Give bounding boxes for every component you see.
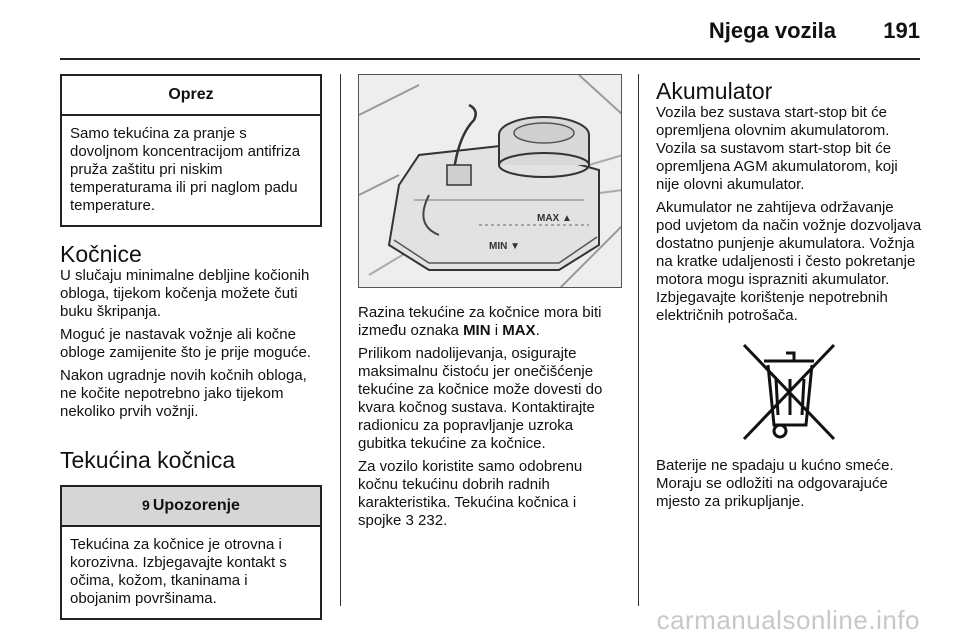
warning-text: Tekućina za kočnice je otrovna i korozivna. Izbjegavajte kontakt s očima, kožom, tkaninama i obojanim površinama.	[70, 536, 287, 607]
section-title: Njega vozila	[708, 18, 836, 43]
approved-fluid-paragraph: Za vozilo koristite samo odobrenu kočnu tekućinu dobrih radnih karakteristika. Tekućina kočnica i spojke 3 232.	[358, 458, 583, 529]
battery-paragraph: Izbjegavajte korištenje nepotrebnih električnih potrošača.	[656, 289, 888, 324]
battery-heading: Akumulator	[656, 78, 773, 104]
page-reference[interactable]: 232.	[413, 512, 448, 529]
caution-box	[60, 74, 322, 227]
min-label: MIN	[463, 322, 491, 339]
column-divider	[340, 74, 341, 606]
battery-paragraph: Akumulator ne zahtijeva održavanje pod uvjetom da način vožnje dozvoljava dostatno punjenje akumulatora. Vožnja na kratke udaljenosti i često pokretanje motora mogu isprazniti akumulator.	[656, 199, 922, 288]
page-header	[60, 14, 920, 46]
column-divider	[638, 74, 639, 606]
brake-fluid-reservoir-image	[358, 74, 622, 288]
header-divider	[60, 58, 920, 60]
fluid-level-paragraph: Razina tekućine za kočnice mora biti između oznaka MIN i MAX.	[358, 304, 602, 339]
caution-heading: Oprez	[62, 76, 320, 116]
warning-heading: Upozorenje	[152, 497, 240, 514]
topping-up-paragraph: Prilikom nadolijevanja, osigurajte maksimalnu čistoću jer onečišćenje tekućine za kočnice može dovesti do kvara kočnog sustava. Kontaktirajte radionicu za popravljanje uzroka gubitka tekućine za kočnice.	[358, 345, 603, 452]
brake-fluid-heading: Tekućina kočnica	[60, 447, 236, 473]
column-middle	[358, 74, 622, 535]
page-reference-icon: 3	[405, 512, 414, 529]
watermark: carmanualsonline.info	[656, 605, 920, 635]
warning-box	[60, 485, 322, 620]
column-right	[656, 74, 922, 516]
warning-triangle-icon: 9	[142, 497, 150, 513]
brakes-paragraph: Moguć je nastavak vožnje ali kočne obloge zamijenite što je prije moguće.	[60, 326, 311, 361]
brakes-heading: Kočnice	[60, 241, 142, 267]
warning-header	[62, 487, 320, 527]
caution-text: Samo tekućina za pranje s dovoljnom koncentracijom antifriza pruža zaštitu pri niskim temperaturama ili pri naglom padu temperature.	[70, 125, 301, 214]
column-left	[60, 74, 322, 620]
min-mark-label: MIN ▼	[489, 241, 521, 252]
brakes-paragraph: Nakon ugradnje novih kočnih obloga, ne kočite nepotrebno jako tijekom nekoliko prvih vožnji.	[60, 367, 307, 420]
disposal-paragraph: Baterije ne spadaju u kućno smeće. Moraju se odložiti na odgovarajuće mjesto za prikupljanje.	[656, 457, 894, 510]
crossed-out-wheelie-bin-icon	[656, 339, 922, 443]
battery-paragraph: Vozila bez sustava start-stop bit će opremljena olovnim akumulatorom.	[656, 104, 890, 139]
page-number: 191	[883, 18, 920, 43]
battery-paragraph: Vozila sa sustavom start-stop bit će opremljena AGM akumulatorom, koji nije olovni akumulator.	[656, 140, 898, 193]
max-label: MAX	[502, 322, 536, 339]
brakes-paragraph: U slučaju minimalne debljine kočionih obloga, tijekom kočenja možete čuti buku škripanja.	[60, 267, 310, 320]
max-mark-label: MAX ▲	[537, 213, 572, 224]
